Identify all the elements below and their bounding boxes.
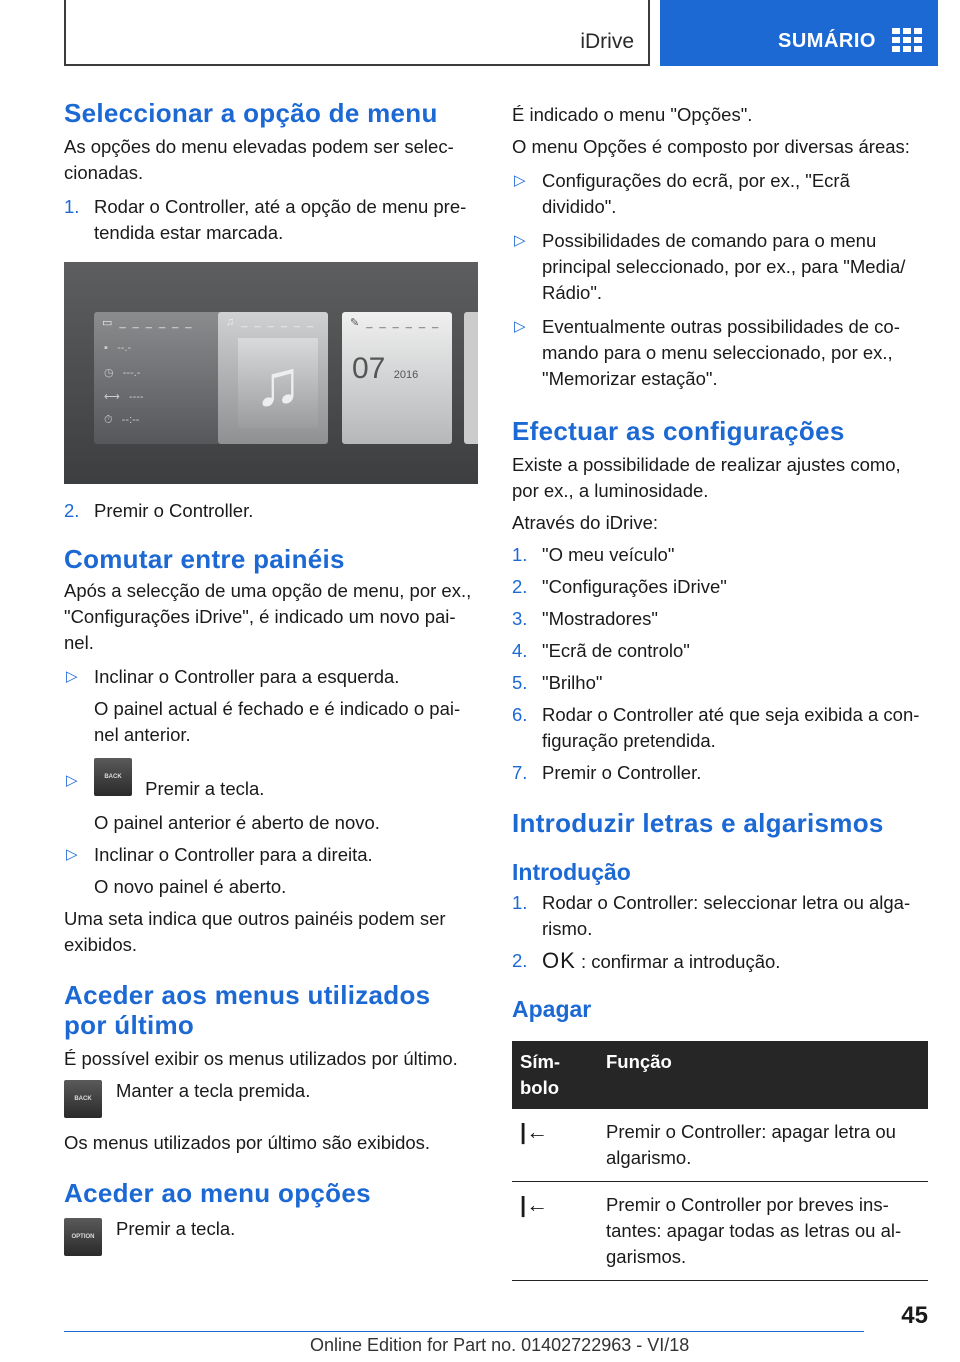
- paragraph: Uma seta indica que outros painéis podem ser exibidos.: [64, 908, 446, 955]
- column-header-symbol: Sím-bolo: [512, 1041, 598, 1109]
- step-number: 1.: [512, 544, 528, 565]
- key-text: Premir a tecla.: [116, 1218, 236, 1239]
- key-instruction: [64, 1218, 478, 1264]
- triangle-bullet-icon: ▷: [66, 846, 78, 863]
- step-text: Rodar o Controller: seleccionar letra ou alga-rismo.: [542, 892, 911, 939]
- heading-switch-panels: Comutar entre painéis: [64, 544, 345, 574]
- table-row: [512, 1109, 928, 1182]
- step-number: 2.: [512, 950, 528, 971]
- back-key-icon: BACK: [64, 1080, 102, 1118]
- bullet-text: Configurações do ecrã, por ex., "Ecrã dividido".: [542, 170, 850, 217]
- paragraph: Após a selecção de uma opção de menu, por ex., "Configurações iDrive", é indicado um novo pai-nel.: [64, 580, 472, 653]
- paragraph: O novo painel é aberto.: [94, 876, 287, 897]
- page-number: 45: [901, 1302, 928, 1329]
- paragraph: Existe a possibilidade de realizar ajustes como, por ex., a luminosidade.: [512, 454, 901, 501]
- paragraph: O painel anterior é aberto de novo.: [94, 812, 380, 833]
- step-number: 1.: [64, 196, 80, 217]
- list-item: [512, 702, 928, 754]
- list-item: [512, 574, 928, 600]
- step-text: Rodar o Controller, até a opção de menu pre-tendida estar marcada.: [94, 196, 467, 243]
- list-item: [512, 638, 928, 664]
- delete-symbols-table: [512, 1041, 928, 1281]
- paragraph: As opções do menu elevadas podem ser selec-cionadas.: [64, 136, 454, 183]
- grid-icon: [892, 28, 922, 54]
- left-column: [64, 98, 478, 1264]
- paragraph: Através do iDrive:: [512, 512, 658, 533]
- bullet-text: Eventualmente outras possibilidades de co-mando para o menu seleccionado, por ex., "Memorizar estação".: [542, 316, 900, 389]
- step-text: Rodar o Controller até que seja exibida a con-figuração pretendida.: [542, 704, 920, 751]
- triangle-bullet-icon: ▷: [66, 668, 78, 685]
- paragraph: Os menus utilizados por último são exibidos.: [64, 1132, 431, 1153]
- list-item: [64, 194, 478, 246]
- paragraph: O painel actual é fechado e é indicado o pai-nel anterior.: [94, 698, 461, 745]
- step-text: Premir o Controller.: [542, 762, 702, 783]
- step-text: "Mostradores": [542, 608, 658, 629]
- settings-steps-list: [512, 542, 928, 786]
- screen-panel-next: [464, 312, 478, 444]
- column-header-function: Função: [598, 1041, 928, 1109]
- step-text: : confirmar a introdução.: [580, 951, 781, 972]
- step-number: 2.: [64, 500, 80, 521]
- table-cell-function: Premir o Controller por breves ins-tantes: apagar todas as letras ou al-garismos.: [598, 1182, 928, 1281]
- list-item: [512, 542, 928, 568]
- screen-panel-vehicle: ▭ _ _ _ _ _ _ ▪ --.- ◷ ---.- ⟷ ---- ⏱ --:--: [94, 312, 234, 444]
- back-key-icon: BACK: [94, 758, 132, 796]
- paragraph: É indicado o menu "Opções".: [512, 104, 753, 125]
- header-title: iDrive: [580, 30, 634, 53]
- bullet-text: Premir a tecla.: [145, 778, 265, 799]
- footer-edition: Online Edition for Part no. 01402722963 - VI/18: [310, 1335, 690, 1355]
- summary-button[interactable]: [660, 0, 938, 66]
- step-number: 4.: [512, 640, 528, 661]
- table-header-row: [512, 1041, 928, 1109]
- heading-make-settings: Efectuar as configurações: [512, 416, 845, 446]
- step-text: "Ecrã de controlo": [542, 640, 690, 661]
- triangle-bullet-icon: ▷: [66, 772, 78, 789]
- subheading-delete: Apagar: [512, 996, 592, 1022]
- step-number: 1.: [512, 892, 528, 913]
- ok-icon: OK: [542, 948, 576, 973]
- list-item: [64, 498, 478, 524]
- step-text: "O meu veículo": [542, 544, 675, 565]
- list-item: [512, 948, 928, 975]
- screen-year: 2016: [393, 369, 419, 381]
- screen-date: 07: [352, 352, 386, 385]
- step-text: Premir o Controller.: [94, 500, 254, 521]
- bullet-text: Inclinar o Controller para a direita.: [94, 844, 373, 865]
- screen-panel-media: ♫ _ _ _ _ _ _ ♫: [218, 312, 328, 444]
- heading-last-used-menus: Aceder aos menus utilizados por último: [64, 980, 431, 1040]
- list-item: [512, 606, 928, 632]
- header-bar: [64, 0, 650, 66]
- list-item: [64, 664, 478, 690]
- list-item: [512, 670, 928, 696]
- key-text: Manter a tecla premida.: [116, 1080, 311, 1101]
- option-key-icon: OPTION: [64, 1218, 102, 1256]
- step-number: 3.: [512, 608, 528, 629]
- step-text: "Brilho": [542, 672, 603, 693]
- heading-options-menu: Aceder ao menu opções: [64, 1178, 371, 1208]
- idrive-screen-image: [64, 262, 478, 484]
- table-row: [512, 1182, 928, 1281]
- triangle-bullet-icon: ▷: [514, 232, 526, 249]
- triangle-bullet-icon: ▷: [514, 172, 526, 189]
- paragraph: É possível exibir os menus utilizados por último.: [64, 1048, 458, 1069]
- delete-char-icon: |←: [512, 1109, 598, 1182]
- heading-enter-letters: Introduzir letras e algarismos: [512, 808, 884, 838]
- heading-select-menu-option: Seleccionar a opção de menu: [64, 98, 438, 128]
- right-column: [512, 98, 928, 1281]
- table-cell-function: Premir o Controller: apagar letra ou algarismo.: [598, 1109, 928, 1182]
- subheading-introduction: Introdução: [512, 859, 631, 885]
- step-number: 2.: [512, 576, 528, 597]
- list-item: [512, 228, 928, 306]
- list-item: [512, 314, 928, 392]
- step-number: 5.: [512, 672, 528, 693]
- bullet-text: Inclinar o Controller para a esquerda.: [94, 666, 400, 687]
- list-item: [512, 890, 928, 942]
- summary-label: SUMÁRIO: [778, 30, 876, 52]
- screen-panel-phone: ✎ _ _ _ _ _ _ 07 2016: [342, 312, 452, 444]
- music-note-icon: ♫: [238, 338, 318, 428]
- delete-all-icon: |←: [512, 1182, 598, 1281]
- key-instruction: [64, 1080, 478, 1126]
- triangle-bullet-icon: ▷: [514, 318, 526, 335]
- footer-divider: [64, 1331, 864, 1332]
- list-item: [512, 168, 928, 220]
- step-number: 7.: [512, 762, 528, 783]
- list-item: [64, 842, 478, 868]
- bullet-text: Possibilidades de comando para o menu principal seleccionado, por ex., para "Media/ Rádio".: [542, 230, 906, 303]
- paragraph: O menu Opções é composto por diversas áreas:: [512, 136, 910, 157]
- step-number: 6.: [512, 704, 528, 725]
- step-text: "Configurações iDrive": [542, 576, 727, 597]
- list-item: [512, 760, 928, 786]
- list-item: [64, 758, 478, 799]
